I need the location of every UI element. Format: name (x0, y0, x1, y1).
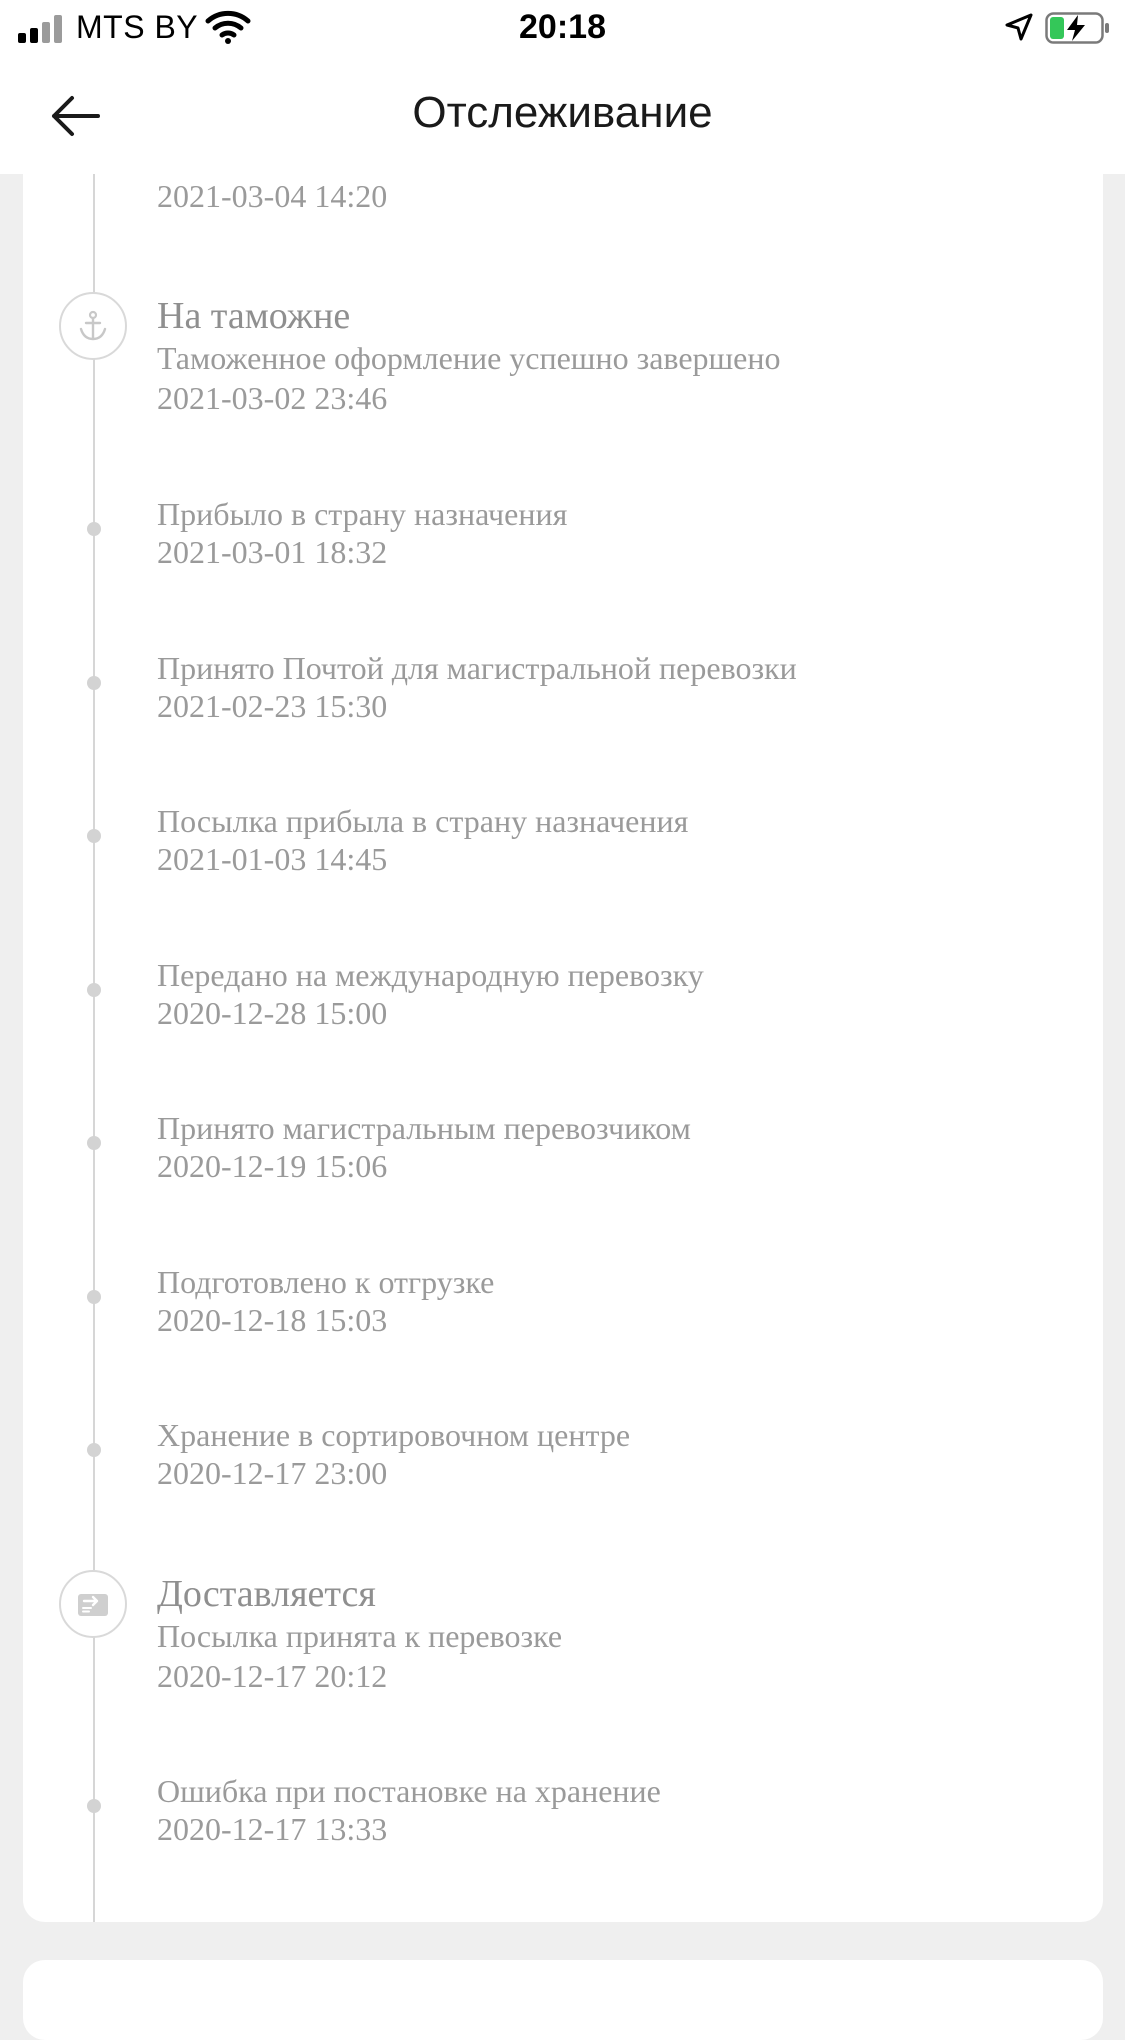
event-date: 2021-03-04 14:20 (157, 178, 388, 214)
status-time: 20:18 (519, 8, 606, 46)
event-date: 2020-12-19 15:06 (157, 1148, 388, 1184)
timeline-line (93, 120, 95, 1922)
event-date: 2021-01-03 14:45 (157, 841, 388, 877)
event-description: Посылка принята к перевозке (157, 1618, 563, 1654)
battery-charging-icon (1045, 12, 1111, 44)
timeline-dot (87, 1290, 101, 1304)
event-description: Таможенное оформление успешно завершено (157, 340, 781, 376)
page-title: Отслеживание (412, 88, 713, 137)
event-title: На таможне (157, 295, 351, 337)
event-date: 2020-12-18 15:03 (157, 1302, 388, 1338)
event-description: Передано на международную перевозку (157, 957, 704, 993)
status-ring (59, 292, 127, 360)
event-description: Прибыло в страну назначения (157, 496, 568, 532)
carrier-name: MTS BY (76, 9, 199, 45)
event-date: 2020-12-17 20:12 (157, 1658, 388, 1694)
navigation-bar (0, 58, 1125, 174)
event-description: Принято Почтой для магистральной перевозки (157, 650, 797, 686)
timeline-dot (87, 522, 101, 536)
event-date: 2020-12-17 23:00 (157, 1455, 388, 1491)
status-bar (0, 0, 1125, 58)
event-date: 2021-03-02 23:46 (157, 380, 388, 416)
timeline-dot (87, 676, 101, 690)
status-ring (59, 1570, 127, 1638)
event-description: Посылка прибыла в страну назначения (157, 803, 689, 839)
event-date: 2021-02-23 15:30 (157, 688, 388, 724)
event-description: Принято магистральным перевозчиком (157, 1110, 691, 1146)
event-title: Доставляется (157, 1573, 376, 1615)
timeline-dot (87, 1136, 101, 1150)
timeline-dot (87, 1799, 101, 1813)
event-date: 2020-12-28 15:00 (157, 995, 388, 1031)
timeline-dot (87, 983, 101, 997)
event-date: 2020-12-17 13:33 (157, 1811, 388, 1847)
event-description: Ошибка при постановке на хранение (157, 1773, 661, 1809)
timeline-dot (87, 829, 101, 843)
location-arrow-icon (1004, 12, 1034, 42)
anchor-icon (75, 308, 111, 344)
next-card (23, 1960, 1103, 2040)
event-date: 2021-03-01 18:32 (157, 534, 388, 570)
event-description: Хранение в сортировочном центре (157, 1417, 631, 1453)
timeline-dot (87, 1443, 101, 1457)
tracking-timeline-card (23, 120, 1103, 1922)
delivery-icon (75, 1586, 111, 1622)
event-description: Подготовлено к отгрузке (157, 1264, 495, 1300)
